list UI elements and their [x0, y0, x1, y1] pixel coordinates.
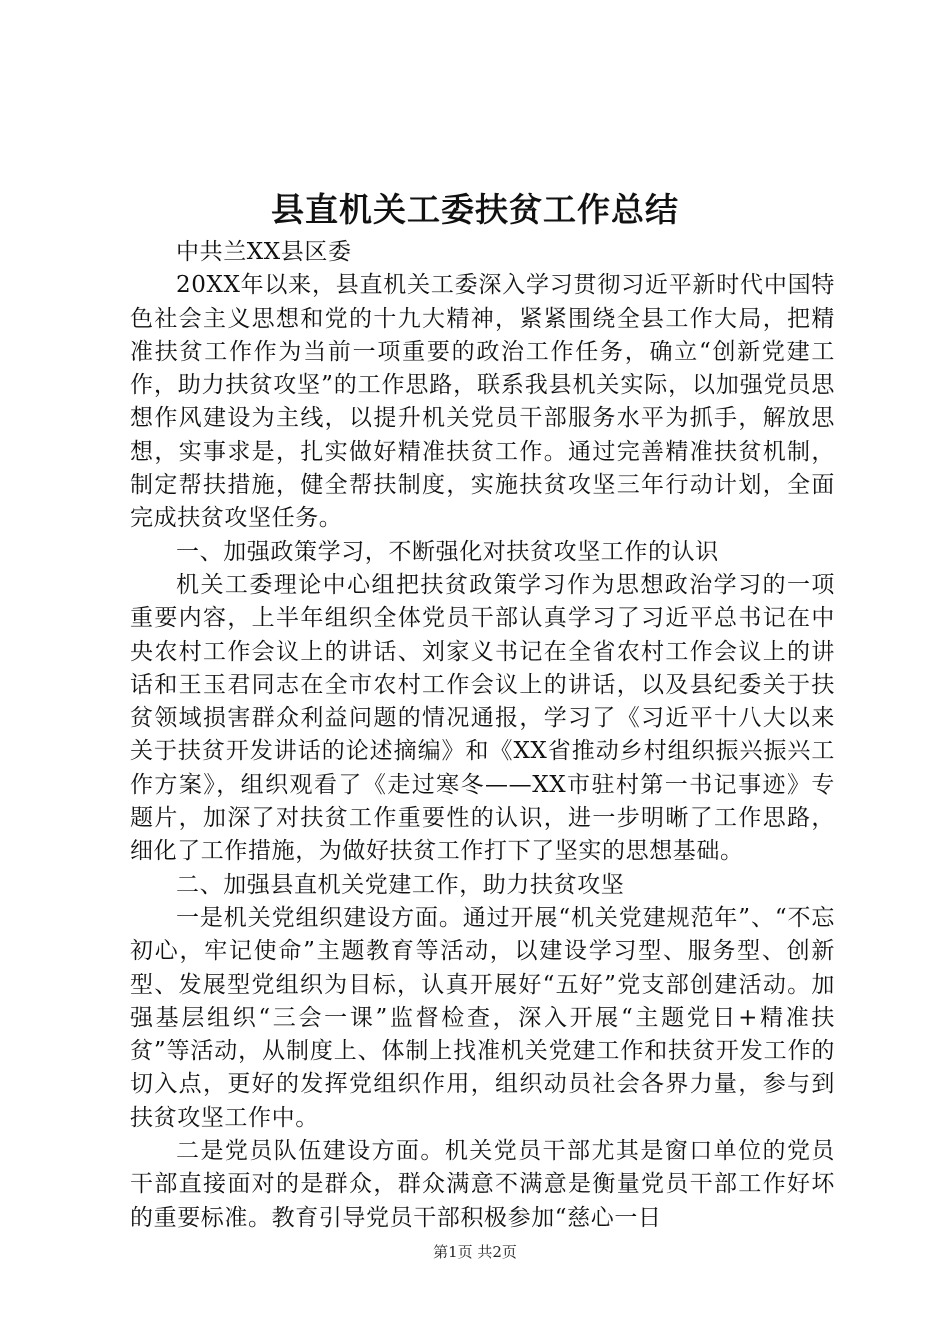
- section-1-paragraph: 机关工委理论中心组把扶贫政策学习作为思想政治学习的一项重要内容，上半年组织全体党员干部认真学习了习近平总书记在中央农村工作会议上的讲话、刘家义书记在全省农村工作会议上的讲话和王玉君同志在全市农村工作会议上的讲话，以及县纪委关于扶贫领域损害群众利益问题的情况通报，学习了《习近平十八大以来关于扶贫开发讲话的论述摘编》和《XX省推动乡村组织振兴振兴工作方案》，组织观看了《走过寒冬——XX市驻村第一书记事迹》专题片，加深了对扶贫工作重要性的认识，进一步明晰了工作思路，细化了工作措施，为做好扶贫工作打下了坚实的思想基础。: [130, 571, 835, 865]
- document-body: [130, 236, 835, 1235]
- page-number-current: 第1页: [433, 1243, 473, 1261]
- section-heading-2: 二、加强县直机关党建工作，助力扶贫攻坚: [176, 871, 625, 898]
- document-title: 县直机关工委扶贫工作总结: [271, 190, 679, 229]
- section-2-paragraph-1: 一是机关党组织建设方面。通过开展“机关党建规范年”、“不忘初心，牢记使命”主题教育等活动，以建设学习型、服务型、创新型、发展型党组织为目标，认真开展好“五好”党支部创建活动。加强基层组织“三会一课”监督检查，深入开展“主题党日+精准扶贫”等活动，从制度上、体制上找准机关党建工作和扶贫开发工作的切入点，更好的发挥党组织作用，组织动员社会各界力量，参与到扶贫攻坚工作中。: [130, 904, 835, 1131]
- page-number-total: 共2页: [477, 1243, 517, 1261]
- page-footer: [0, 1242, 950, 1262]
- author-line: 中共兰XX县区委: [176, 239, 352, 265]
- section-heading-1: 一、加强政策学习，不断强化对扶贫攻坚工作的认识: [176, 538, 719, 565]
- intro-paragraph: 20XX年以来，县直机关工委深入学习贯彻习近平新时代中国特色社会主义思想和党的十九大精神，紧紧围绕全县工作大局，把精准扶贫工作作为当前一项重要的政治工作任务，确立“创新党建工作，助力扶贫攻坚”的工作思路，联系我县机关实际，以加强党员思想作风建设为主线，以提升机关党员干部服务水平为抓手，解放思想，实事求是，扎实做好精准扶贫工作。通过完善精准扶贫机制，制定帮扶措施，健全帮扶制度，实施扶贫攻坚三年行动计划，全面完成扶贫攻坚任务。: [130, 272, 835, 532]
- section-2-paragraph-2: 二是党员队伍建设方面。机关党员干部尤其是窗口单位的党员干部直接面对的是群众，群众满意不满意是衡量党员干部工作好坏的重要标准。教育引导党员干部积极参加“慈心一日: [130, 1138, 835, 1231]
